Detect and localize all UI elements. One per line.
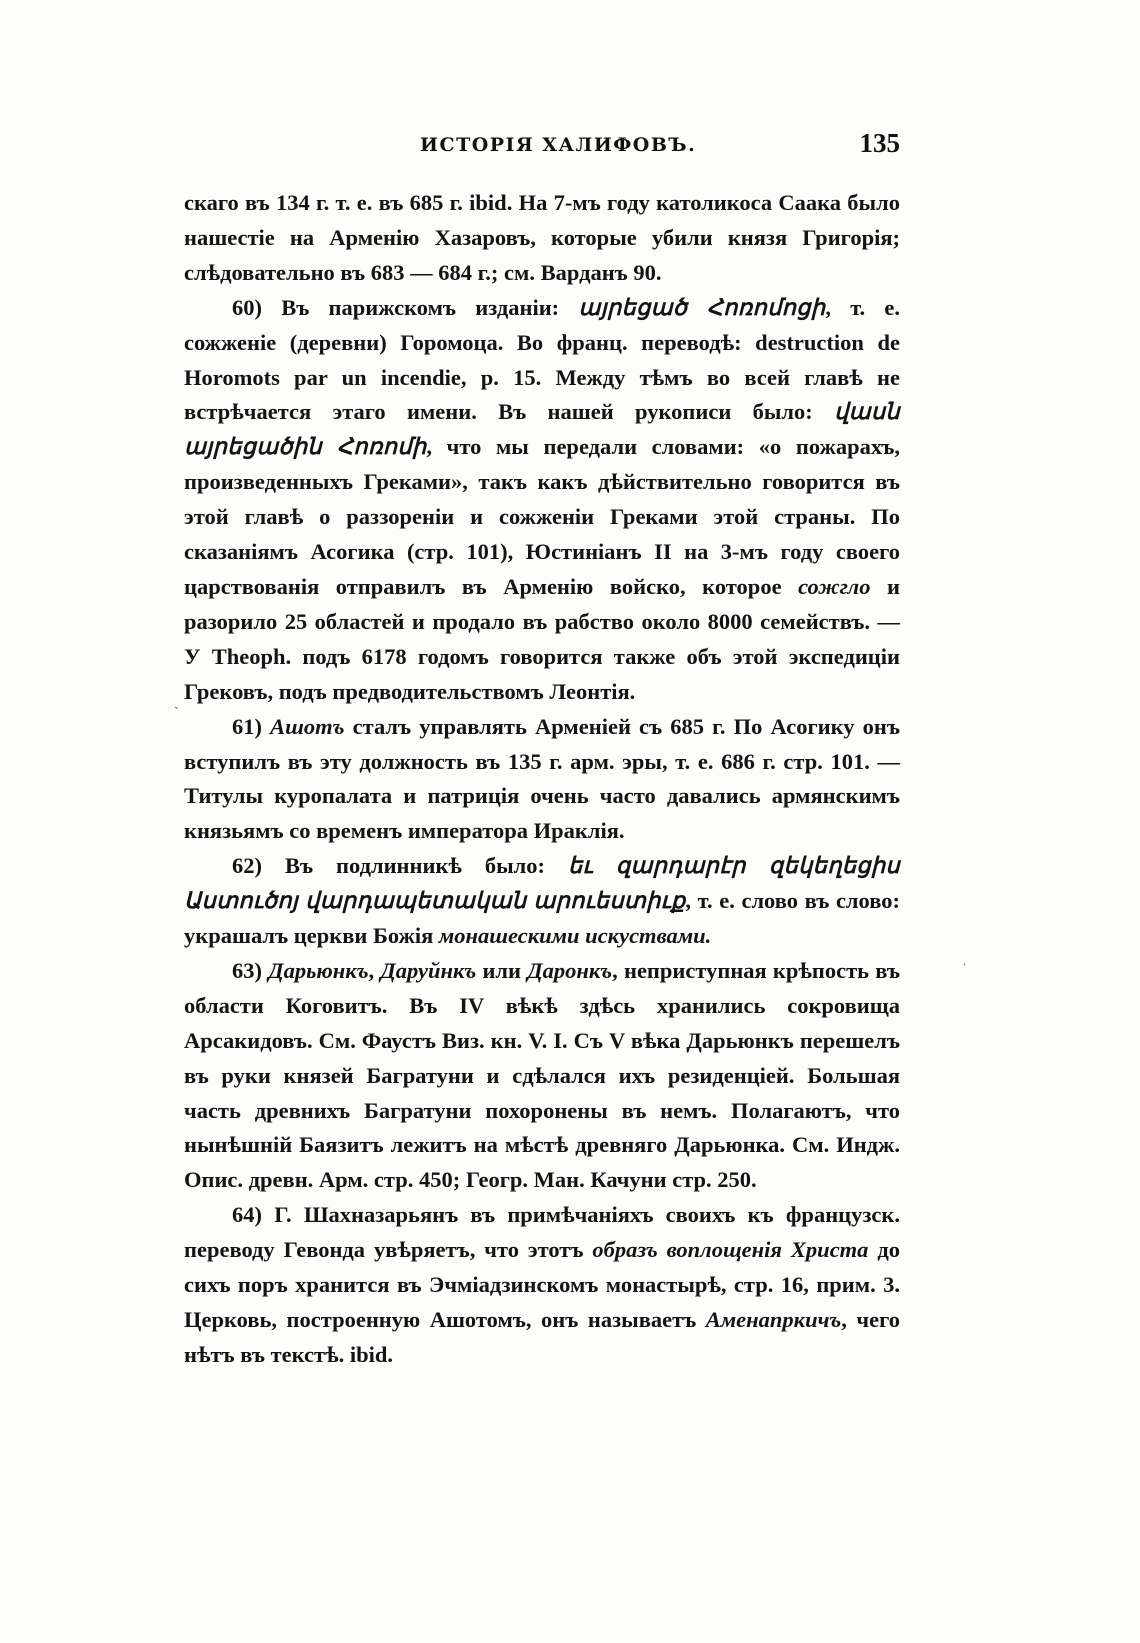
stray-mark-left: ˎ (174, 695, 179, 710)
armenian-quote: եւ զարդարէր զեկեղեցիս Աստուծոյ վարդապետական արուեստիւք (184, 853, 900, 914)
paragraph-continuation (184, 186, 900, 291)
text-run: , что мы передали словами: «о пожарахъ, произведенныхъ Греками», такъ какъ дѣйствительно говорится въ этой главѣ о раззореніи и сожженіи Греками этой страны. По сказаніямъ Асогика (стр. 101), Юстиніанъ II на 3-мъ году своего царствованія отправилъ въ Арменію войско, которое (184, 434, 900, 599)
text-run: и разорило 25 областей и продало въ рабство около 8000 семействъ. — У Theoph. подъ 6178 годомъ говорится также объ этой экспедиціи Грековъ, подъ предводительствомъ Леонтія. (184, 573, 900, 704)
footnote-64 (184, 1198, 900, 1373)
text-run: , т. е. сожженіе (деревни) Горомоца. Во франц. переводѣ: destruction de Horomots par un incendie, p. 15. Между тѣмъ во всей главѣ не встрѣчается этаго имени. Въ нашей рукописи было: (184, 294, 900, 425)
running-title: ИСТОРІЯ ХАЛИФОВЪ. (420, 134, 697, 156)
text-run: 64) Г. Шахназарьянъ въ примѣчаніяхъ своихъ къ французск. переводу Гевонда увѣряетъ, что этотъ (184, 1202, 900, 1263)
text-run: или (476, 957, 528, 983)
text-run: 63) (232, 957, 269, 983)
text-run: скаго въ 134 г. т. е. въ 685 г. ibid. На 7-мъ году католикоса Саака было нашестіе на Арменію Хазаровъ, которые убили князя Григорія; слѣдовательно въ 683 — 684 г.; см. Варданъ 90. (184, 190, 900, 285)
stray-mark-right: ˈ (962, 962, 967, 977)
footnote-63 (184, 954, 900, 1198)
text-run: 61) (232, 713, 271, 739)
italic-term: монашескими искуствами. (438, 923, 712, 949)
text-run: , чего нѣтъ въ текстѣ. ibid. (184, 1307, 900, 1367)
footnote-61 (184, 710, 900, 850)
footnote-62 (184, 849, 900, 954)
italic-term: Дарьюнкъ (268, 957, 369, 983)
armenian-quote: վասն այրեցածին Հոռոմի (184, 399, 900, 460)
footnote-60 (184, 291, 900, 710)
text-run: , неприступная крѣпость въ области Коговитъ. Въ IV вѣкѣ здѣсь хранились сокровища Арсакидовъ. См. Фаустъ Виз. кн. V. I. Съ V вѣка Дарьюнкъ перешелъ въ руки князей Багратуни и сдѣлался ихъ резиденціей. Большая часть древнихъ Багратуни похоронены въ немъ. Полагаютъ, что нынѣшній Баязитъ лежитъ на мѣстѣ древняго Дарьюнка. См. Индж. Опис. древн. Арм. стр. 450; Геогр. Ман. Качуни стр. 250. (184, 957, 900, 1193)
italic-term: образъ воплощенія Христа (592, 1237, 869, 1263)
body-text (184, 186, 900, 1373)
text-run: , (368, 957, 381, 983)
italic-term: Даронкъ (527, 957, 613, 983)
italic-term: Даруйнкъ (380, 957, 477, 983)
text-run: , т. е. слово въ слово: украшалъ церкви Божія (184, 888, 900, 949)
text-run: сталъ управлять Арменіей съ 685 г. По Асогику онъ вступилъ въ эту должность въ 135 г. арм. эры, т. е. 686 г. стр. 101. — Титулы куропалата и патриція очень часто давались армянскимъ князьямъ со временъ императора Ираклія. (184, 713, 900, 844)
armenian-quote: այրեցած Հոռոմոցի (578, 294, 826, 320)
italic-term: Аменапркичъ (705, 1307, 842, 1332)
running-head (184, 128, 900, 168)
text-run: 62) Въ подлинникѣ было: (232, 853, 568, 879)
text-run: до сихъ поръ хранится въ Эчміадзинскомъ монастырѣ, стр. 16, прим. 3. Церковь, построенную Ашотомъ, онъ называетъ (184, 1237, 900, 1332)
text-run: 60) Въ парижскомъ изданіи: (232, 294, 579, 320)
italic-term: сожгло (798, 573, 871, 599)
italic-term: Ашотъ (270, 713, 345, 739)
page-number: 135 (859, 128, 900, 158)
